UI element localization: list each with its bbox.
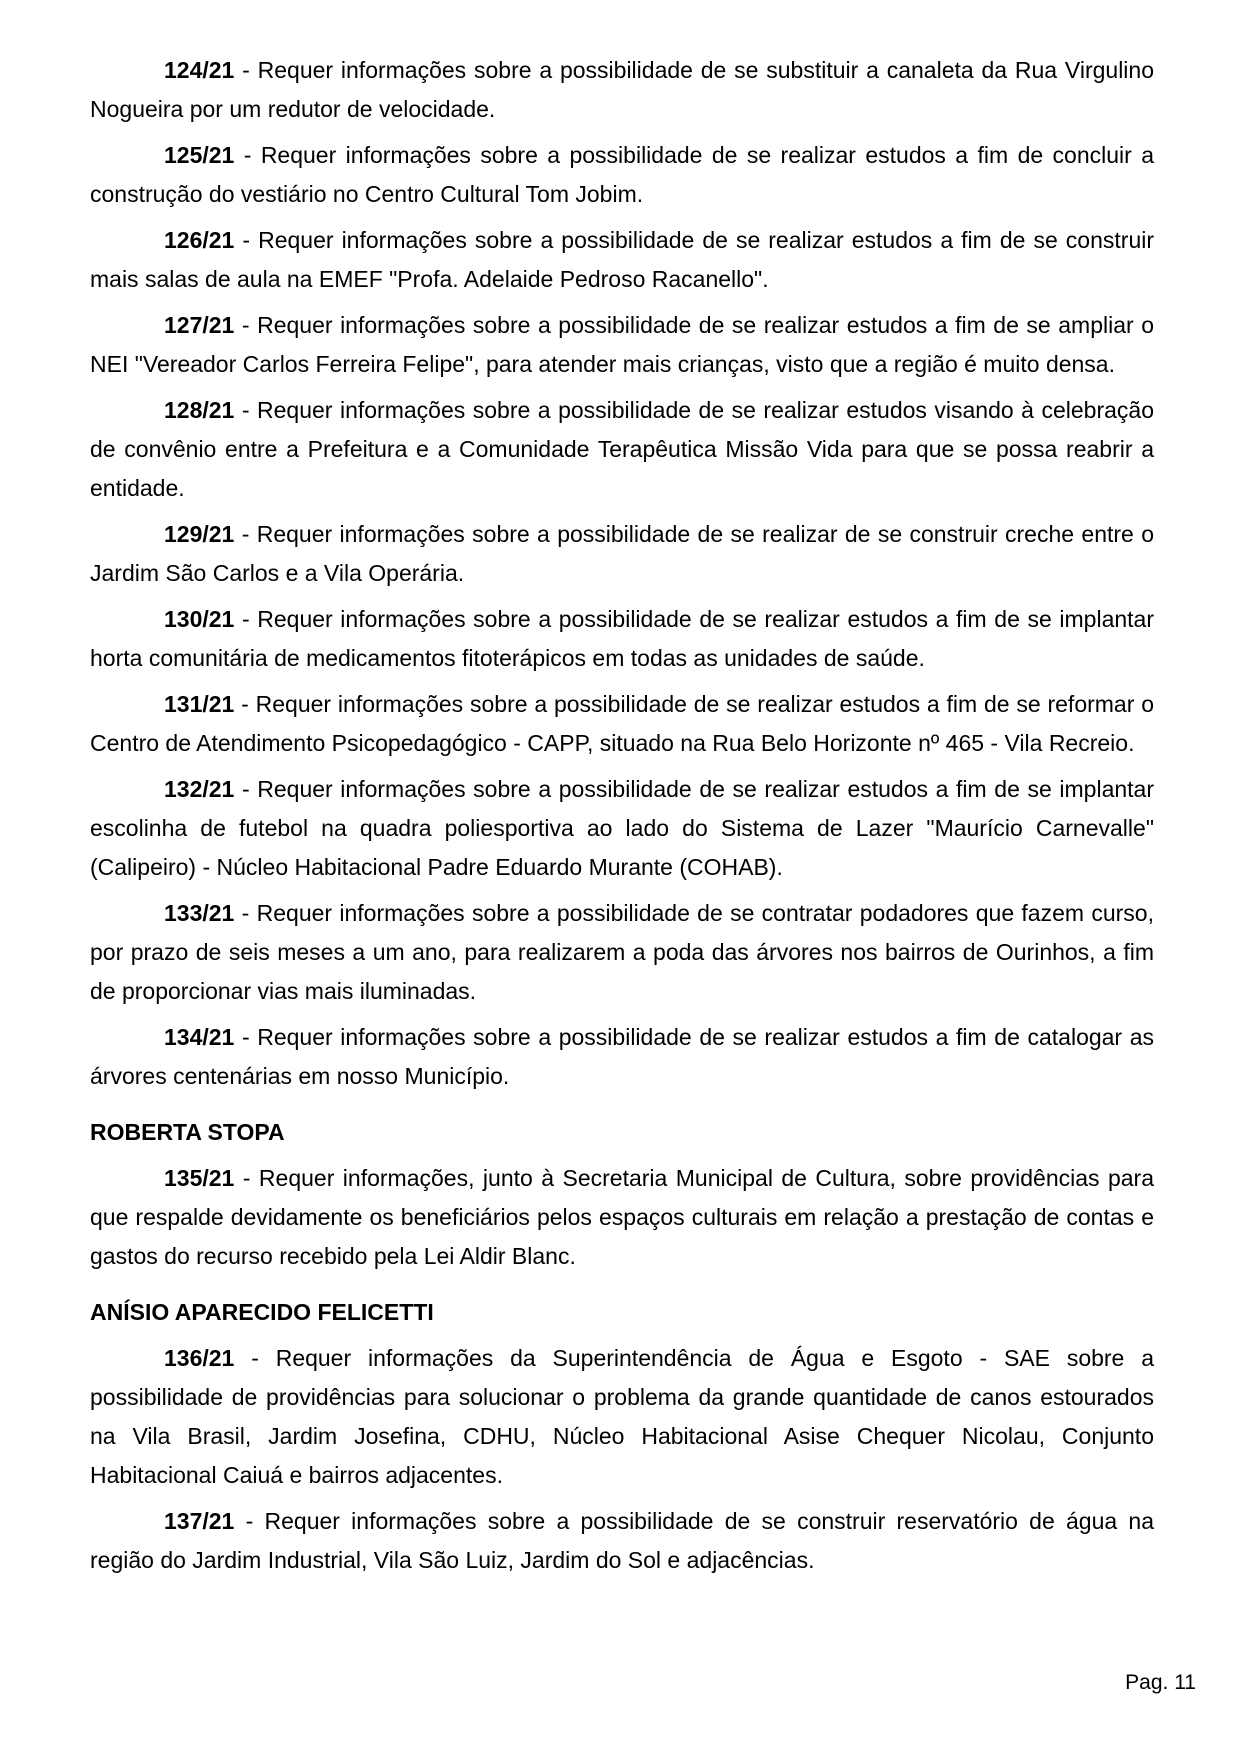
request-paragraph [90,770,1154,887]
request-text: - Requer informações sobre a possibilidade de se realizar estudos a fim de se implantar horta comunitária de medicamentos fitoterápicos em todas as unidades de saúde. [90,606,1154,671]
request-paragraph [90,600,1154,678]
request-number: 126/21 [164,227,235,253]
request-number: 124/21 [164,57,235,83]
request-text: - Requer informações sobre a possibilidade de se realizar estudos a fim de catalogar as árvores centenárias em nosso Município. [90,1024,1154,1089]
request-text: - Requer informações sobre a possibilidade de se realizar estudos a fim de se construir mais salas de aula na EMEF "Profa. Adelaide Pedroso Racanello". [90,227,1154,292]
request-number: 134/21 [164,1024,235,1050]
author-heading: ANÍSIO APARECIDO FELICETTI [90,1299,434,1325]
request-number: 127/21 [164,312,235,338]
request-number: 137/21 [164,1508,235,1534]
request-number: 133/21 [164,900,235,926]
request-text: - Requer informações sobre a possibilidade de se substituir a canaleta da Rua Virgulino Nogueira por um redutor de velocidade. [90,57,1154,122]
request-number: 132/21 [164,776,235,802]
request-text: - Requer informações sobre a possibilidade de se realizar estudos a fim de concluir a construção do vestiário no Centro Cultural Tom Jobim. [90,142,1154,207]
request-number: 125/21 [164,142,235,168]
request-text: - Requer informações sobre a possibilidade de se realizar estudos a fim de se ampliar o NEI "Vereador Carlos Ferreira Felipe", para atender mais crianças, visto que a região é muito densa. [90,312,1154,377]
request-paragraph [90,515,1154,593]
author-heading: ROBERTA STOPA [90,1119,285,1145]
request-number: 131/21 [164,691,235,717]
request-text: - Requer informações sobre a possibilidade de se realizar estudos a fim de se implantar escolinha de futebol na quadra poliesportiva ao lado do Sistema de Lazer "Maurício Carnevalle" (Calipeiro) - Núcleo Habitacional Padre Eduardo Murante (COHAB). [90,776,1154,880]
request-number: 136/21 [164,1345,235,1371]
request-text: - Requer informações sobre a possibilidade de se construir reservatório de água na região do Jardim Industrial, Vila São Luiz, Jardim do Sol e adjacências. [90,1508,1154,1573]
request-number: 135/21 [164,1165,235,1191]
request-text: - Requer informações sobre a possibilidade de se realizar estudos a fim de se reformar o Centro de Atendimento Psicopedagógico - CAPP, situado na Rua Belo Horizonte nº 465 - Vila Recreio. [90,691,1154,756]
request-paragraph [90,894,1154,1011]
request-text: - Requer informações sobre a possibilidade de se realizar de se construir creche entre o Jardim São Carlos e a Vila Operária. [90,521,1154,586]
request-number: 128/21 [164,397,235,423]
request-number: 130/21 [164,606,235,632]
request-paragraph [90,1339,1154,1495]
request-paragraph [90,685,1154,763]
request-paragraph [90,1502,1154,1580]
request-text: - Requer informações sobre a possibilidade de se contratar podadores que fazem curso, por prazo de seis meses a um ano, para realizarem a poda das árvores nos bairros de Ourinhos, a fim de proporcionar vias mais iluminadas. [90,900,1154,1004]
request-text: - Requer informações da Superintendência de Água e Esgoto - SAE sobre a possibilidade de providências para solucionar o problema da grande quantidade de canos estourados na Vila Brasil, Jardim Josefina, CDHU, Núcleo Habitacional Asise Chequer Nicolau, Conjunto Habitacional Caiuá e bairros adjacentes. [90,1345,1154,1488]
request-text: - Requer informações sobre a possibilidade de se realizar estudos visando à celebração de convênio entre a Prefeitura e a Comunidade Terapêutica Missão Vida para que se possa reabrir a entidade. [90,397,1154,501]
request-paragraph [90,51,1154,129]
request-number: 129/21 [164,521,235,547]
request-paragraph [90,1018,1154,1096]
request-paragraph [90,221,1154,299]
request-paragraph [90,306,1154,384]
page-number-label: Pag. 11 [1125,1671,1196,1694]
request-paragraph [90,1159,1154,1276]
request-paragraph [90,391,1154,508]
request-paragraph [90,136,1154,214]
request-text: - Requer informações, junto à Secretaria Municipal de Cultura, sobre providências para que respalde devidamente os beneficiários pelos espaços culturais em relação a prestação de contas e gastos do recurso recebido pela Lei Aldir Blanc. [90,1165,1154,1269]
